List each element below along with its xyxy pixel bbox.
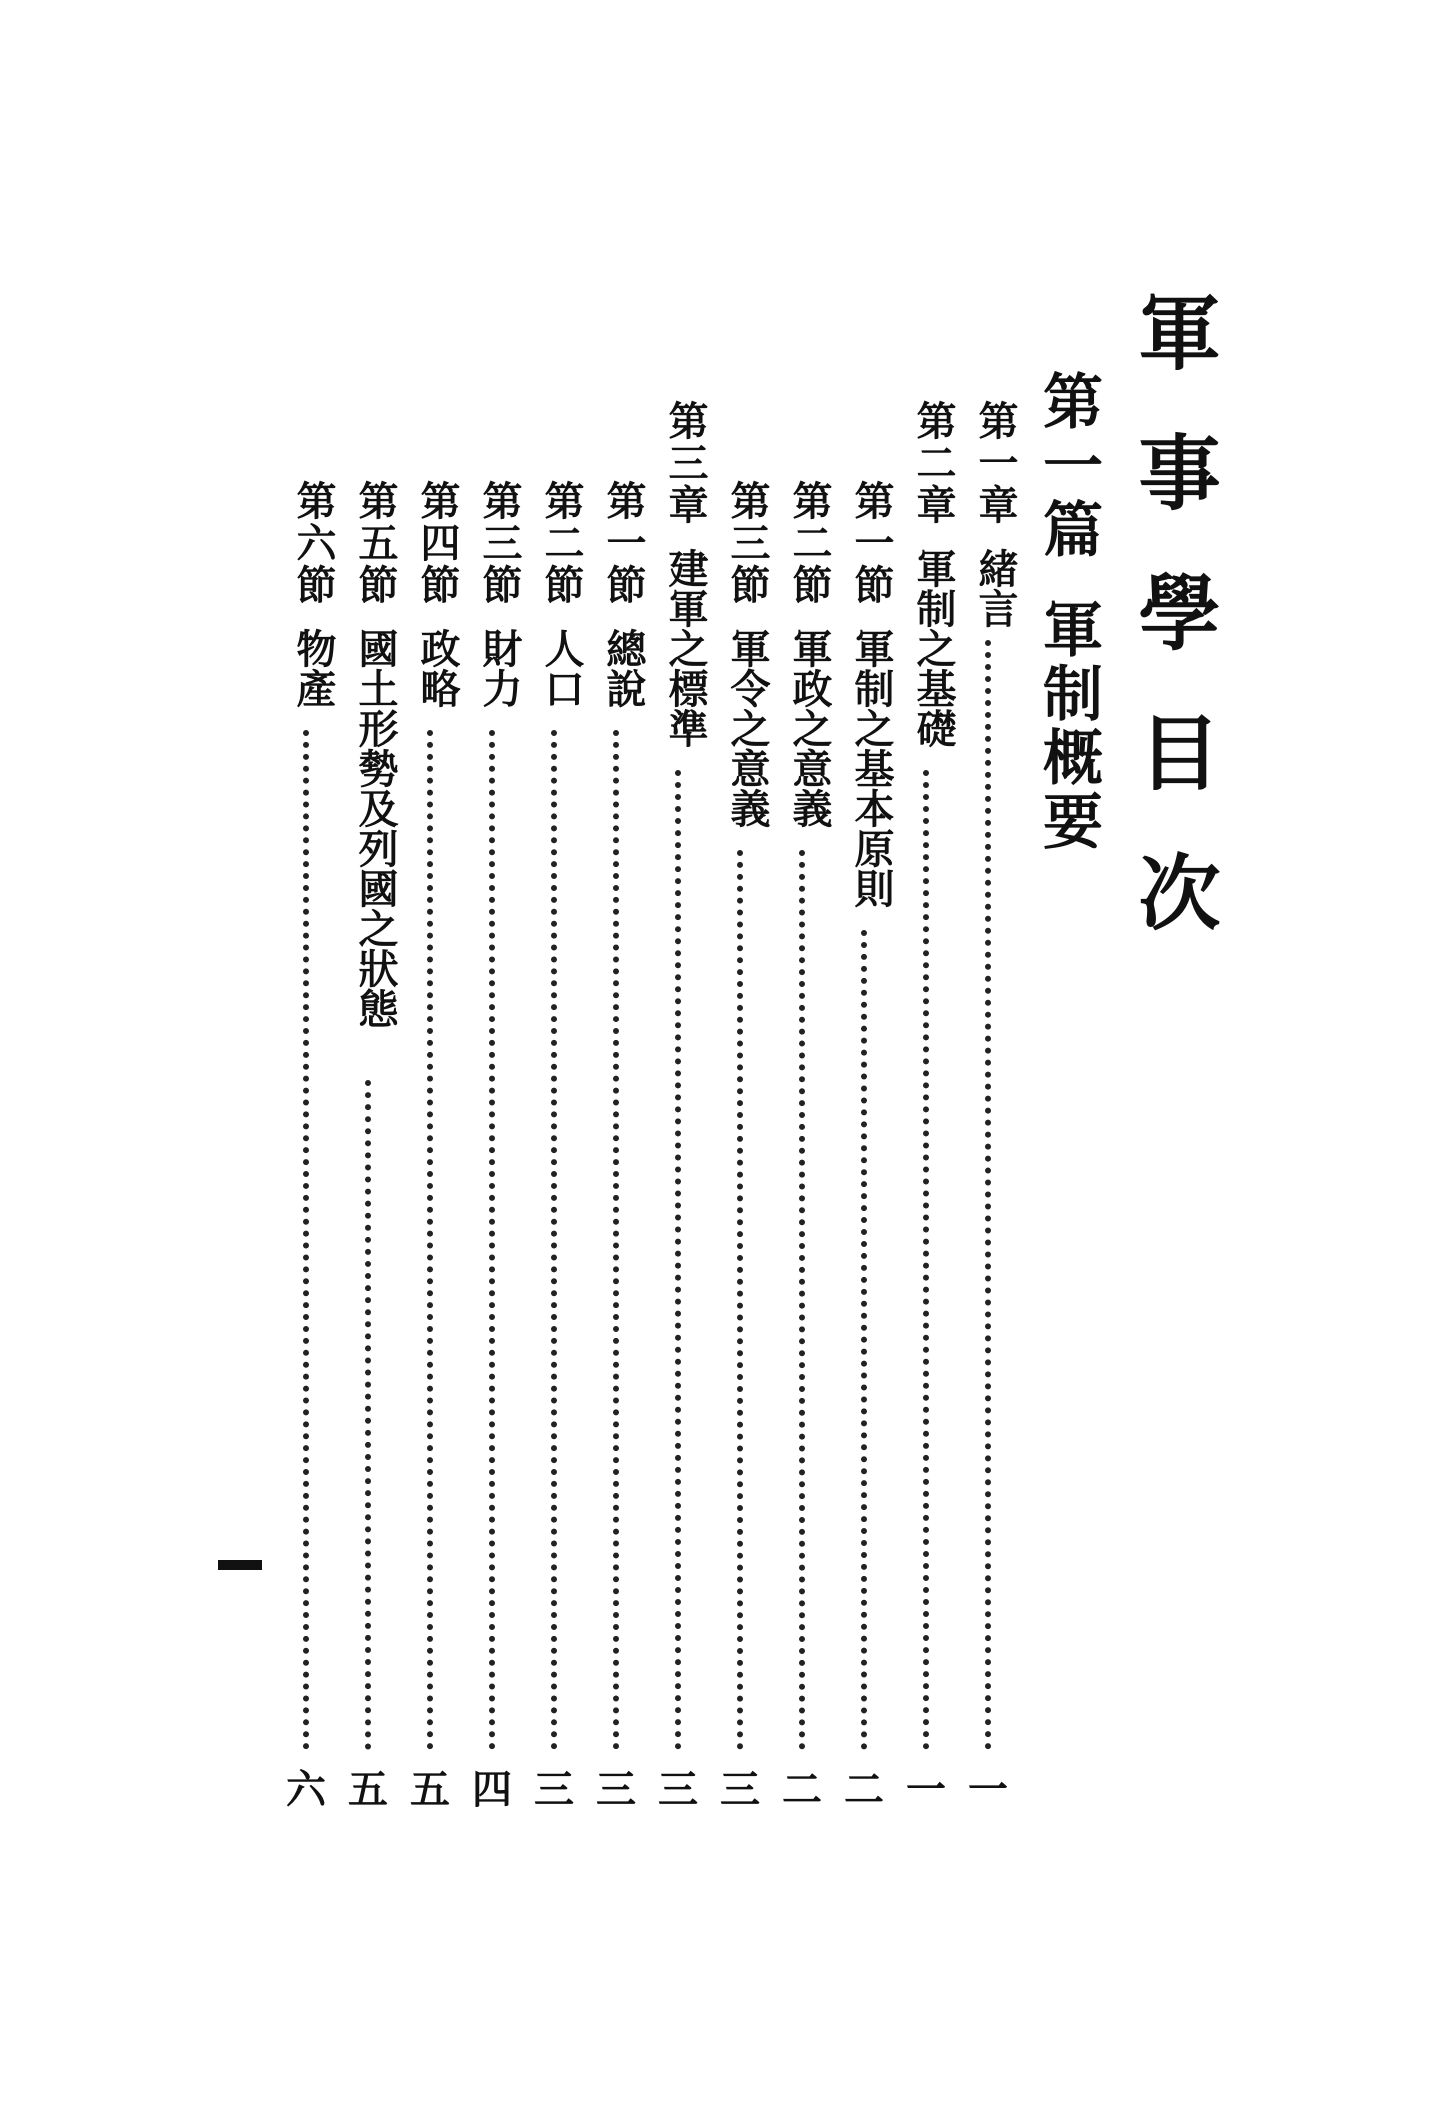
entry-page: 二 (844, 1766, 884, 1813)
entry-title: 財力 (476, 628, 523, 708)
entry-label: 第二節 (538, 480, 585, 606)
toc-entry-chapter-3[interactable] (655, 400, 709, 748)
entry-page: 六 (286, 1766, 326, 1813)
entry-title: 政略 (414, 628, 461, 708)
entry-title: 人口 (538, 628, 585, 708)
dot-leader (365, 1080, 371, 1750)
dot-leader (551, 730, 557, 1750)
dot-leader (675, 770, 681, 1750)
dot-leader (799, 850, 805, 1750)
entry-label: 第三章 (662, 400, 709, 526)
entry-title: 總說 (600, 628, 647, 708)
entry-page: 四 (472, 1766, 512, 1813)
toc-entry-chapter-1[interactable] (965, 400, 1019, 628)
dot-leader (737, 850, 743, 1750)
toc-entry-section-2-3[interactable] (717, 480, 771, 828)
entry-label: 第二節 (786, 480, 833, 606)
dot-leader (861, 930, 867, 1750)
part-title: 軍制概要 (1033, 598, 1103, 854)
entry-label: 第四節 (414, 480, 461, 606)
entry-label: 第一章 (972, 400, 1019, 526)
toc-entry-chapter-2[interactable] (903, 400, 957, 748)
entry-label: 第六節 (290, 480, 337, 606)
folio-page-number (218, 1560, 262, 1570)
entry-page: 一 (968, 1766, 1008, 1813)
toc-entry-section-3-3[interactable] (469, 480, 523, 708)
entry-label: 第三節 (724, 480, 771, 606)
book-title: 軍事學目次 (1125, 290, 1221, 990)
entry-label: 第三節 (476, 480, 523, 606)
entry-page: 五 (410, 1766, 450, 1813)
entry-page: 一 (906, 1766, 946, 1813)
toc-entry-section-2-2[interactable] (779, 480, 833, 828)
toc-entry-section-3-4[interactable] (407, 480, 461, 708)
entry-title: 軍制之基本原則 (848, 628, 895, 908)
toc-entry-section-3-1[interactable] (593, 480, 647, 708)
toc-entry-section-2-1[interactable] (841, 480, 895, 908)
dot-leader (985, 640, 991, 1750)
entry-title: 緒言 (972, 548, 1019, 628)
entry-page: 三 (658, 1766, 698, 1813)
toc-entry-section-3-6[interactable] (283, 480, 337, 708)
entry-title: 物產 (290, 628, 337, 708)
entry-page: 五 (348, 1766, 388, 1813)
part-label: 第一篇 (1033, 370, 1103, 562)
entry-title: 軍政之意義 (786, 628, 833, 828)
dot-leader (303, 730, 309, 1750)
entry-label: 第五節 (352, 480, 399, 606)
entry-title: 軍令之意義 (724, 628, 771, 828)
part-heading (1033, 370, 1103, 854)
entry-page: 三 (534, 1766, 574, 1813)
entry-title: 建軍之標準 (662, 548, 709, 748)
toc-entry-section-3-5[interactable] (345, 480, 399, 1028)
entry-title: 軍制之基礎 (910, 548, 957, 748)
entry-page: 二 (782, 1766, 822, 1813)
dot-leader (489, 730, 495, 1750)
entry-label: 第一節 (848, 480, 895, 606)
entry-label: 第一節 (600, 480, 647, 606)
dot-leader (923, 770, 929, 1750)
toc-entry-section-3-2[interactable] (531, 480, 585, 708)
dot-leader (427, 730, 433, 1750)
entry-page: 三 (596, 1766, 636, 1813)
entry-label: 第二章 (910, 400, 957, 526)
entry-page: 三 (720, 1766, 760, 1813)
dot-leader (613, 730, 619, 1750)
entry-title: 國土形勢及列國之狀態 (352, 628, 399, 1028)
